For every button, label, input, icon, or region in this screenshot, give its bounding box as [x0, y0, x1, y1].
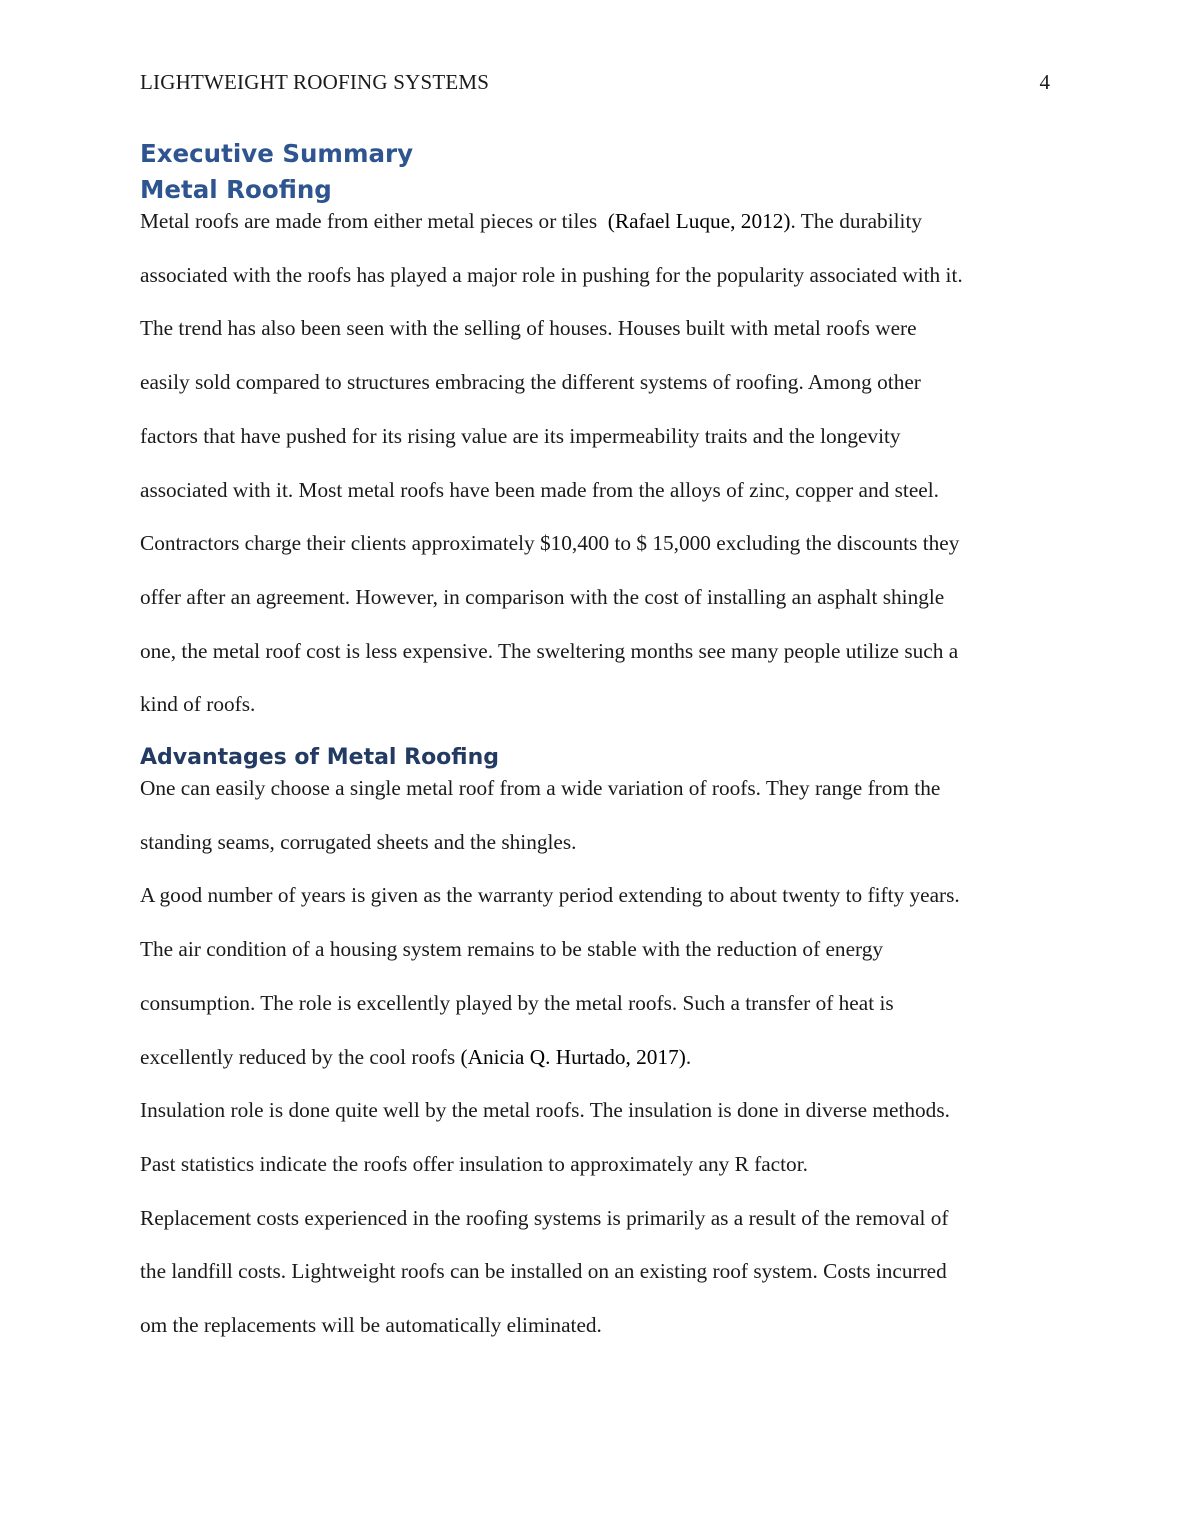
citation: (Rafael Luque, 2012): [607, 209, 791, 233]
paragraph-advantages-insulation: [140, 1084, 1050, 1191]
text-line: easily sold compared to structures embracing the different systems of roofing. Among other: [140, 370, 921, 395]
text-line: kind of roofs.: [140, 692, 256, 717]
text-line: om the replacements will be automatically eliminated.: [140, 1313, 602, 1338]
text-line: associated with the roofs has played a major role in pushing for the popularity associated with it.: [140, 262, 963, 287]
heading-advantages-metal-roofing: Advantages of Metal Roofing: [140, 745, 500, 771]
text-segment: Metal roofs are made from either metal pieces or tiles: [140, 209, 608, 233]
text-line: The trend has also been seen with the selling of houses. Houses built with metal roofs were: [140, 316, 917, 341]
text-line: factors that have pushed for its rising value are its impermeability traits and the longevity: [140, 423, 901, 448]
paragraph-advantages-variety: [140, 762, 1050, 869]
text-line: one, the metal roof cost is less expensive. The sweltering months see many people utilize such a: [140, 638, 959, 663]
text-line: A good number of years is given as the warranty period extending to about twenty to fifty years.: [140, 883, 960, 908]
text-line: Replacement costs experienced in the roofing systems is primarily as a result of the removal of: [140, 1205, 949, 1230]
text-segment: .: [685, 1044, 692, 1069]
text-segment: . The durability: [790, 209, 923, 233]
citation: (Anicia Q. Hurtado, 2017): [460, 1044, 686, 1069]
heading-executive-summary: Executive Summary: [140, 139, 414, 168]
text-line: the landfill costs. Lightweight roofs can be installed on an existing roof system. Costs incurred: [140, 1259, 947, 1284]
text-line: associated with it. Most metal roofs have been made from the alloys of zinc, copper and steel.: [140, 477, 939, 502]
text-line: Past statistics indicate the roofs offer insulation to approximately any R factor.: [140, 1151, 808, 1176]
text-line: The air condition of a housing system remains to be stable with the reduction of energy: [140, 937, 884, 962]
heading-metal-roofing: Metal Roofing: [140, 175, 332, 204]
text-line: offer after an agreement. However, in comparison with the cost of installing an asphalt shingle: [140, 584, 945, 609]
text-line: [140, 1031, 1050, 1085]
text-line: standing seams, corrugated sheets and the shingles.: [140, 829, 577, 854]
text-line: [140, 195, 1050, 249]
text-line: Insulation role is done quite well by the metal roofs. The insulation is done in diverse methods.: [140, 1098, 950, 1123]
text-line: consumption. The role is excellently played by the metal roofs. Such a transfer of heat is: [140, 990, 894, 1015]
paragraph-advantages-warranty: [140, 869, 1050, 1084]
text-line: One can easily choose a single metal roof from a wide variation of roofs. They range from the: [140, 776, 941, 801]
page-number: 4: [1039, 70, 1050, 94]
paragraph-advantages-replacement: [140, 1192, 1050, 1353]
text-line: Contractors charge their clients approximately $10,400 to $ 15,000 excluding the discounts they: [140, 531, 960, 556]
text-segment: excellently reduced by the cool roofs: [140, 1044, 461, 1069]
document-body: [140, 136, 1050, 1353]
running-head: LIGHTWEIGHT ROOFING SYSTEMS: [140, 70, 490, 94]
paragraph-metal-roofing: [140, 195, 1050, 732]
